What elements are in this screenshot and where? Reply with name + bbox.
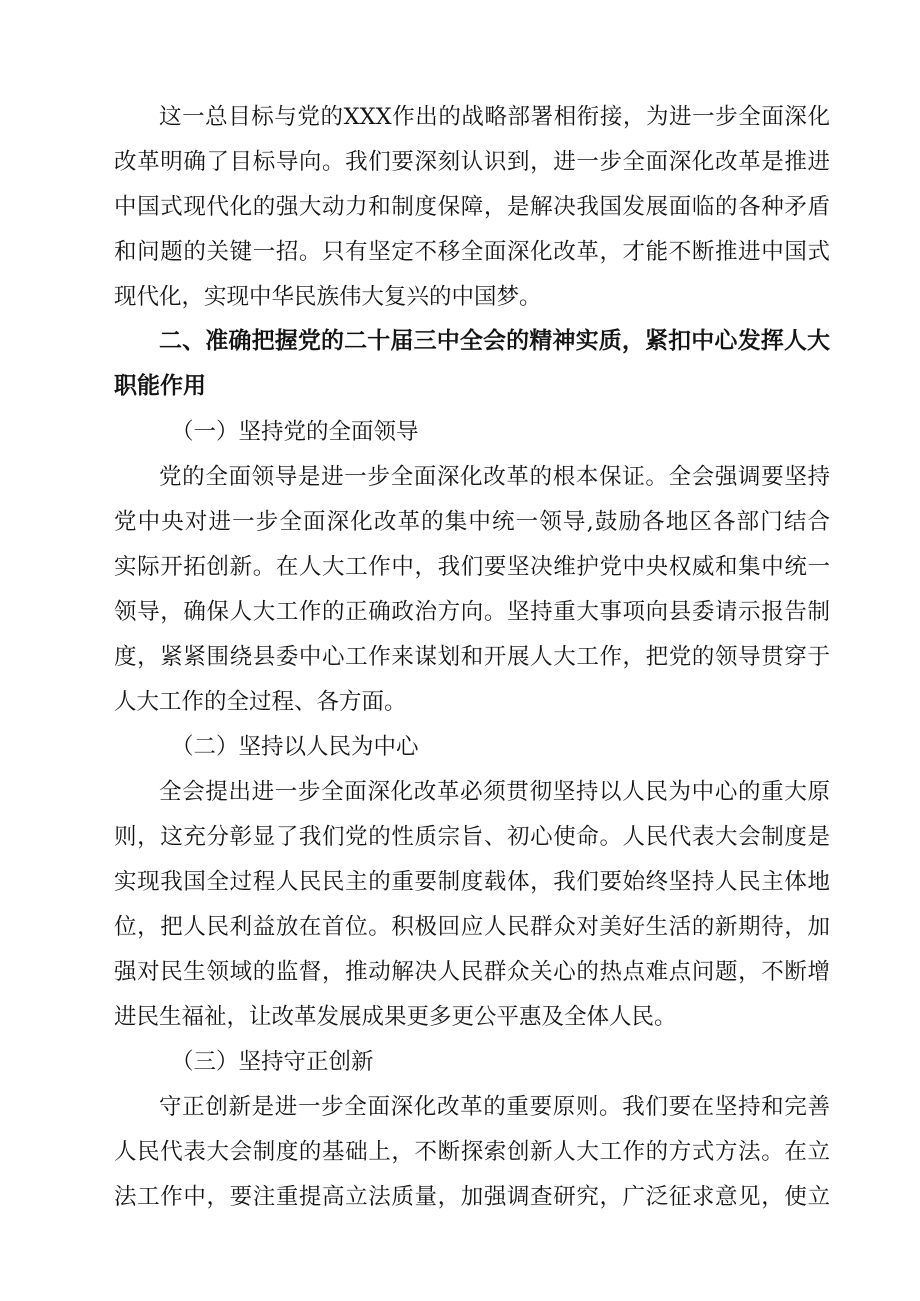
subsection-heading: （三）坚持守正创新	[171, 1049, 374, 1075]
body-text-line: 全会提出进一步全面深化改革必须贯彻坚持以人民为中心的重大原	[159, 779, 830, 805]
body-text-line: 人民代表大会制度的基础上，不断探索创新人大工作的方式方法。在立	[114, 1139, 830, 1165]
body-text-line: 进民生福祉，让改革发展成果更多更公平惠及全体人民。	[114, 1004, 677, 1030]
body-text-line: 实际开拓创新。在人大工作中，我们要坚决维护党中央权威和集中统一	[114, 554, 830, 580]
body-text-line: 则，这充分彰显了我们党的性质宗旨、初心使命。人民代表大会制度是	[114, 824, 830, 850]
body-text-line: 实现我国全过程人民民主的重要制度载体，我们要始终坚持人民主体地	[114, 869, 830, 895]
section-heading: 二、准确把握党的二十届三中全会的精神实质，紧扣中心发挥人大	[159, 328, 830, 354]
body-text-line: 位，把人民利益放在首位。积极回应人民群众对美好生活的新期待，加	[114, 914, 830, 940]
body-text-line: 改革明确了目标导向。我们要深刻认识到，进一步全面深化改革是推进	[114, 149, 830, 175]
section-heading: 职能作用	[114, 373, 206, 399]
body-text-line: 这一总目标与党的XXX作出的战略部署相衔接，为进一步全面深化	[159, 104, 830, 130]
body-text-line: 党的全面领导是进一步全面深化改革的根本保证。全会强调要坚持	[159, 464, 830, 490]
body-text-line: 中国式现代化的强大动力和制度保障，是解决我国发展面临的各种矛盾	[114, 194, 830, 220]
body-text-line: 党中央对进一步全面深化改革的集中统一领导,鼓励各地区各部门结合	[114, 509, 830, 535]
body-text-line: 法工作中，要注重提高立法质量，加强调查研究，广泛征求意见，使立	[114, 1184, 830, 1210]
subsection-heading: （二）坚持以人民为中心	[171, 734, 419, 760]
body-text-line: 现代化，实现中华民族伟大复兴的中国梦。	[114, 284, 542, 310]
body-text-line: 强对民生领域的监督，推动解决人民群众关心的热点难点问题，不断增	[114, 959, 830, 985]
body-text-line: 度，紧紧围绕县委中心工作来谋划和开展人大工作，把党的领导贯穿于	[114, 644, 830, 670]
body-text-line: 和问题的关键一招。只有坚定不移全面深化改革，才能不断推进中国式	[114, 239, 830, 265]
body-text-line: 守正创新是进一步全面深化改革的重要原则。我们要在坚持和完善	[159, 1094, 830, 1120]
body-text-line: 领导，确保人大工作的正确政治方向。坚持重大事项向县委请示报告制	[114, 599, 830, 625]
subsection-heading: （一）坚持党的全面领导	[171, 419, 419, 445]
body-text-line: 人大工作的全过程、各方面。	[114, 689, 407, 715]
